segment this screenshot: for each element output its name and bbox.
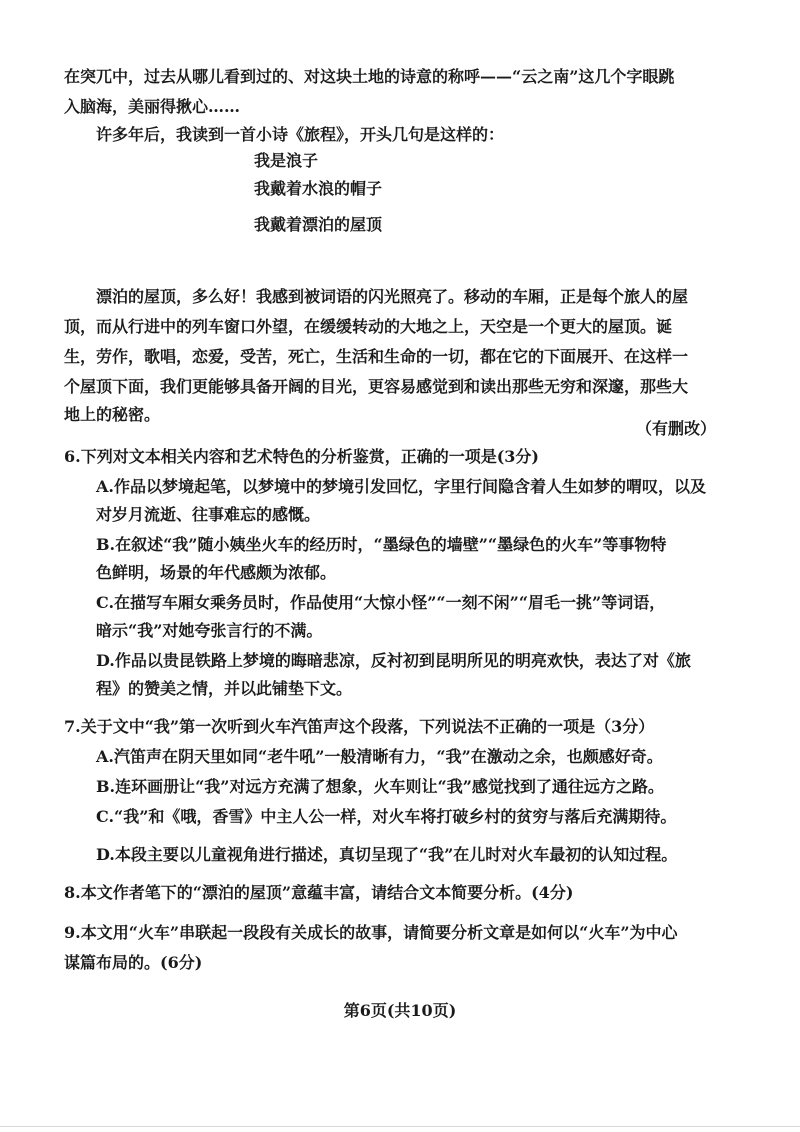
question-6-option-b: 色鲜明，场景的年代感颇为浓郁。 [96, 563, 337, 582]
question-6-stem: 6.下列对文本相关内容和艺术特色的分析鉴赏，正确的一项是(3分) [64, 447, 539, 466]
poem-line: 我戴着水浪的帽子 [254, 179, 383, 198]
passage-line: 生，劳作，歌唱，恋爱，受苦，死亡，生活和生命的一切，都在它的下面展开、在这样一 [64, 347, 689, 366]
question-7-option-a: A.汽笛声在阴天里如同“老牛吼”一般清晰有力，“我”在激动之余，也颇感好奇。 [96, 747, 663, 766]
revision-note: （有删改） [636, 419, 717, 438]
question-9-stem: 9.本文用“火车”串联起一段段有关成长的故事，请简要分析文章是如何以“火车”为中心 [64, 923, 678, 942]
passage-line: 入脑海，美丽得揪心…… [64, 97, 241, 116]
question-8-stem: 8.本文作者笔下的“漂泊的屋顶”意蕴丰富，请结合文本简要分析。(4分) [64, 883, 574, 902]
question-7-option-c: C.“我”和《哦，香雪》中主人公一样，对火车将打破乡村的贫穷与落后充满期待。 [96, 807, 677, 826]
poem-line: 我是浪子 [254, 151, 319, 170]
question-6-option-b: B.在叙述“我”随小姨坐火车的经历时，“墨绿色的墙壁”“墨绿色的火车”等事物特 [96, 535, 667, 554]
question-7-stem: 7.关于文中“我”第一次听到火车汽笛声这个段落，下列说法不正确的一项是（3分） [64, 717, 655, 736]
question-6-option-c: C.在描写车厢女乘务员时，作品使用“大惊小怪”“一刻不闲”“眉毛一挑”等词语， [96, 593, 666, 612]
passage-line: 地上的秘密。 [64, 405, 161, 424]
page-number: 第6页(共10页) [343, 1001, 457, 1020]
passage-line: 个屋顶下面，我们更能够具备开阔的目光，更容易感觉到和读出那些无穷和深邃，那些大 [64, 377, 689, 396]
question-9-stem: 谋篇布局的。(6分) [64, 953, 203, 972]
passage-line: 顶，而从行进中的列车窗口外望，在缓缓转动的大地之上，天空是一个更大的屋顶。诞 [64, 317, 673, 336]
question-6-option-c: 暗示“我”对她夸张言行的不满。 [96, 621, 323, 640]
passage-line: 在突兀中，过去从哪儿看到过的、对这块土地的诗意的称呼——“云之南”这几个字眼跳 [64, 67, 675, 86]
question-6-option-d: D.作品以贵昆铁路上梦境的晦暗悲凉，反衬初到昆明所见的明亮欢快，表达了对《旅 [96, 651, 691, 670]
poem-line: 我戴着漂泊的屋顶 [254, 215, 383, 234]
question-7-option-b: B.连环画册让“我”对远方充满了想象，火车则让“我”感觉找到了通往远方之路。 [96, 777, 664, 796]
question-6-option-a: A.作品以梦境起笔，以梦境中的梦境引发回忆，字里行间隐含着人生如梦的喟叹，以及 [96, 477, 706, 496]
bottom-divider [0, 1126, 800, 1127]
question-7-option-d: D.本段主要以儿童视角进行描述，真切呈现了“我”在儿时对火车最初的认知过程。 [96, 845, 678, 864]
question-6-option-a: 对岁月流逝、往事难忘的感慨。 [96, 505, 321, 524]
passage-line: 许多年后，我读到一首小诗《旅程》，开头几句是这样的： [96, 125, 505, 144]
question-6-option-d: 程》的赞美之情，并以此铺垫下文。 [96, 679, 353, 698]
passage-line: 漂泊的屋顶，多么好！我感到被词语的闪光照亮了。移动的车厢，正是每个旅人的屋 [96, 287, 689, 306]
